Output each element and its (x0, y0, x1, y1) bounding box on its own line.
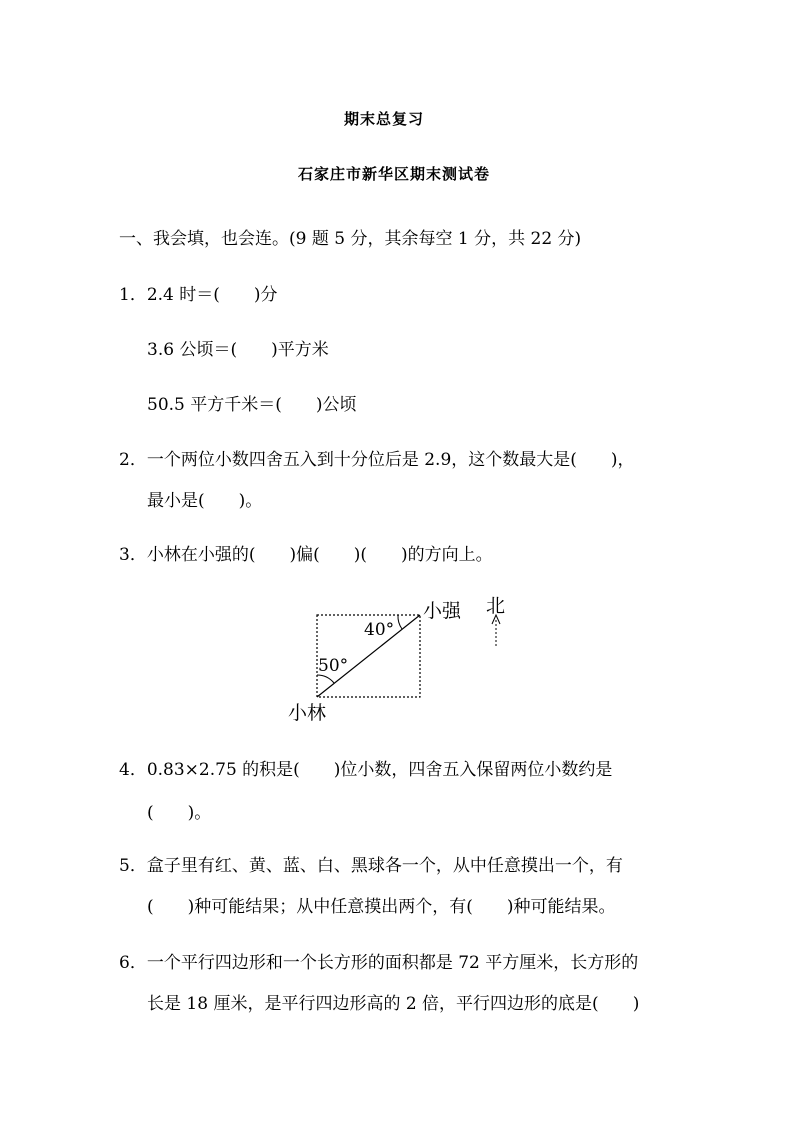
angle-40: 40° (364, 620, 395, 640)
page-title: 期末总复习 (344, 110, 425, 128)
question-5-line-1: 5．盒子里有红、黄、蓝、白、黑球各一个，从中任意摸出一个，有 (119, 856, 623, 876)
question-6-line-2: 长是 18 厘米，是平行四边形高的 2 倍，平行四边形的底是( ) (147, 994, 640, 1014)
question-2-line-2: 最小是( )。 (147, 491, 263, 511)
page-subtitle: 石家庄市新华区期末测试卷 (298, 165, 491, 183)
question-6-line-1: 6．一个平行四边形和一个长方形的面积都是 72 平方厘米，长方形的 (119, 953, 639, 973)
question-1-line-3: 50.5 平方千米＝( )公顷 (147, 395, 357, 415)
label-xiaolin: 小林 (288, 702, 327, 724)
question-2-line-1: 2．一个两位小数四舍五入到十分位后是 2.9，这个数最大是( )， (119, 450, 635, 470)
question-5-line-2: ( )种可能结果；从中任意摸出两个，有( )种可能结果。 (147, 897, 616, 917)
angle-50: 50° (318, 656, 349, 676)
label-north: 北 (486, 595, 506, 617)
section-heading: 一、我会填，也会连。(9 题 5 分，其余每空 1 分，共 22 分) (119, 229, 582, 249)
label-xiaoqiang: 小强 (423, 600, 462, 622)
question-4-line-2: ( )。 (147, 803, 212, 823)
question-4-line-1: 4．0.83×2.75 的积是( )位小数，四舍五入保留两位小数约是 (119, 760, 613, 780)
angle-arc-top (398, 615, 402, 629)
question-1-line-2: 3.6 公顷＝( )平方米 (147, 340, 329, 360)
angle-arc-bottom (317, 675, 334, 683)
question-3-line-1: 3．小林在小强的( )偏( )( )的方向上。 (119, 545, 493, 565)
direction-diagram (280, 588, 520, 732)
question-1-line-1: 1．2.4 时＝( )分 (119, 285, 278, 305)
